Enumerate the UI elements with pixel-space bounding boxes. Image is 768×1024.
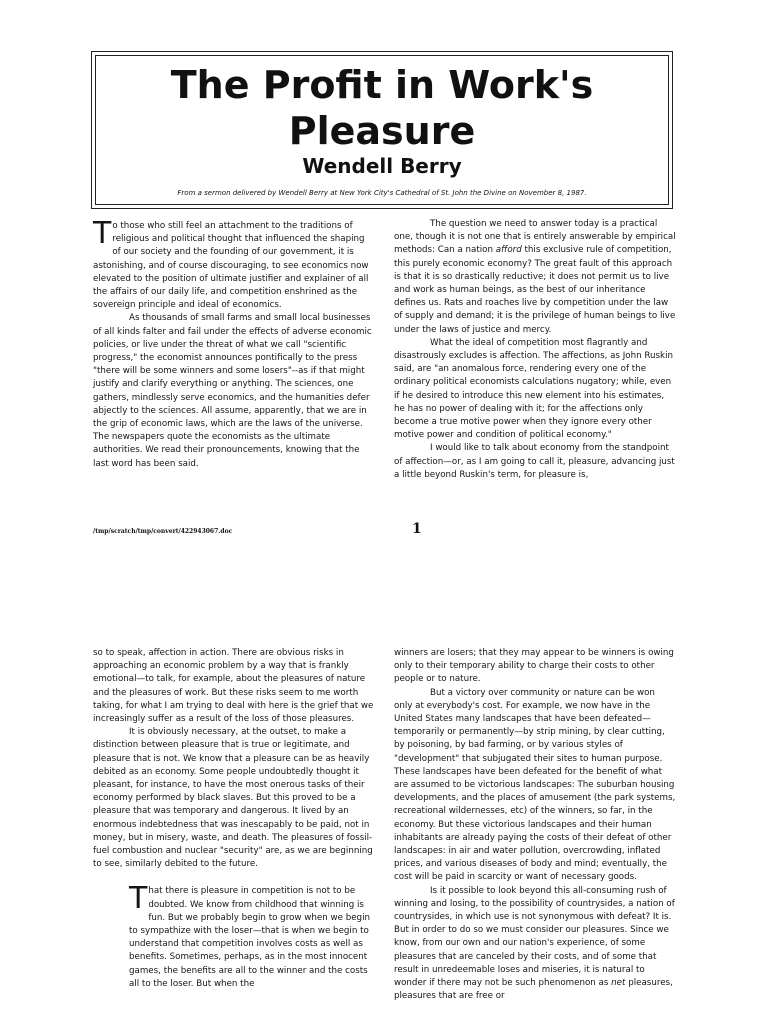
emphasis-text: afford (495, 245, 522, 256)
page1-column-right (394, 218, 676, 482)
page2-column-left (93, 647, 375, 991)
paragraph: I would like to talk about economy from the standpoint of affection—or, as I am going to call it, pleasure, advancing just a little beyond Ruskin's term, for pleasure is, (394, 443, 675, 480)
paragraph (93, 881, 375, 991)
paragraph-text: The question we need to answer today is a practical one, though it is not one that is entirely answerable by empirical methods: Can a nation (394, 219, 676, 256)
source-note: From a sermon delivered by Wendell Berry at New York City's Cathedral of St. John the Divine on November 8, 1987. (177, 189, 587, 197)
paragraph (394, 885, 676, 1004)
drop-cap: T (129, 881, 148, 917)
paragraph: so to speak, affection in action. There are obvious risks in approaching an economic problem by a way that is frankly emotional—to talk, for example, about the pleasures of nature and the pleasures of work. But these risks seem to me worth taking, for what I am trying to deal with here is the grief that we increasingly suffer as a result of the loss of those pleasures. (93, 648, 374, 725)
paragraph: What the ideal of competition most flagrantly and disastrously excludes is affection. The affections, as John Ruskin said, are "an anomalous force, rendering every one of the ordinary political economists calculations nugatory; while, even if he desired to introduce this new element into his estimates, he has no power of dealing with it; for the affections only become a true motive power when they ignore every other motive power and condition of political economy." (394, 337, 674, 441)
title-box (91, 51, 673, 209)
drop-cap: T (93, 216, 112, 251)
paragraph: But a victory over community or nature can be won only at everybody's cost. For example, we now have in the United States many landscapes that have been defeated—temporarily or permanently—by strip mining, by clear cutting, by poisoning, by bad farming, or by various styles of "development" that subjugated their sites to human purpose. These landscapes have been defeated for the benefit of what are assumed to be victorious landscapes: The suburban housing developments, and the places of amusement (the park systems, recreational wildernesses, etc) of the winners, so far, in the economy. But these victorious landscapes and their human inhabitants are already paying the costs of their defeat of other landscapes: in air and water pollution, overcrowding, inflated prices, and various diseases of body and mind; eventually, the cost will be paid in scarcity or want of necessary goods. (394, 687, 676, 883)
title-box-inner-border (95, 55, 669, 205)
emphasis-text: net (611, 978, 626, 989)
paragraph-text: pleasures, pleasures that are free or (394, 978, 673, 1002)
author-name: Wendell Berry (302, 154, 462, 178)
paragraph-text: hat there is pleasure in competition is not to be doubted. We know from childhood that winning is fun. But we probably begin to grow when we begin to sympathize with the loser—that is when we begin to understand that competition involves costs as well as benefits. Sometimes, perhaps, as in the most innocent games, the benefits are all to the winner and the costs all to the loser. But when the (129, 886, 370, 989)
paragraph: As thousands of small farms and small local businesses of all kinds falter and fail under the effects of adverse economic policies, or live under the threat of what we call "scientific progress," the economist announces pontifically to the press "there will be some winners and some losers"--as if that might justify and clarify everything or anything. The sciences, one gathers, mindlessly serve economics, and the humanities defer abjectly to the sciences. All assume, apparently, that we are in the grip of economic laws, which are the laws of the universe. The newspapers quote the economists as the ultimate authorities. We read their pronouncements, knowing that the last word has been said. (93, 313, 372, 469)
paragraph-text: Is it possible to look beyond this all-consuming rush of winning and losing, to the possibility of countrysides, a nation of countrysides, in which use is not synonymous with defeat? It is. But in order to do so we must consider our pleasures. Since we know, from our own and our nation's experience, of some pleasures that are canceled by their costs, and of some that result in unredeemable loses and miseries, it is natural to wonder if there may not be such phenomenon as (394, 885, 675, 989)
paragraph (394, 218, 676, 337)
paragraph (93, 216, 375, 312)
footer-file-path: /tmp/scratch/tmp/convert/422943067.doc (93, 528, 233, 535)
paragraph: winners are losers; that they may appear to be winners is owing only to their temporary ability to charge their costs to other people or to nature. (394, 648, 674, 685)
document-title: The Profit in Work's Pleasure (170, 63, 594, 153)
paragraph-text: this exclusive rule of competition, this purely economic economy? The great fault of this approach is that it is so drastically reductive; it does not permit us to live and work as human beings, as the best of our inheritance defines us. Rats and roaches live by competition under the law of supply and demand; it is the privilege of human beings to live under the laws of justice and mercy. (394, 245, 676, 335)
page-number: 1 (412, 521, 422, 537)
paragraph: It is obviously necessary, at the outset, to make a distinction between pleasure that is true or legitimate, and pleasure that is not. We know that a pleasure can be as heavily debited as an economy. Some people undoubtedly thought it pleasant, for instance, to have the most onerous tasks of their economy performed by black slaves. But this proved to be a pleasure that was temporary and dangerous. It lived by an enormous indebtedness that was inescapably to be paid, not in money, but in misery, waste, and death. The pleasures of fossil-fuel combustion and nuclear "security" are, as we are beginning to see, similarly debited to the future. (93, 727, 373, 870)
page2-column-right (394, 647, 676, 1003)
paragraph-text: o those who still feel an attachment to the traditions of religious and political thought that influenced the shaping of our society and the founding of our government, it is astonishing, and of course discouraging, to see economics now elevated to the position of ultimate justifier and explainer of all the affairs of our daily life, and competition enshrined as the sovereign principle and ideal of economics. (93, 221, 369, 311)
page1-column-left (93, 216, 375, 471)
